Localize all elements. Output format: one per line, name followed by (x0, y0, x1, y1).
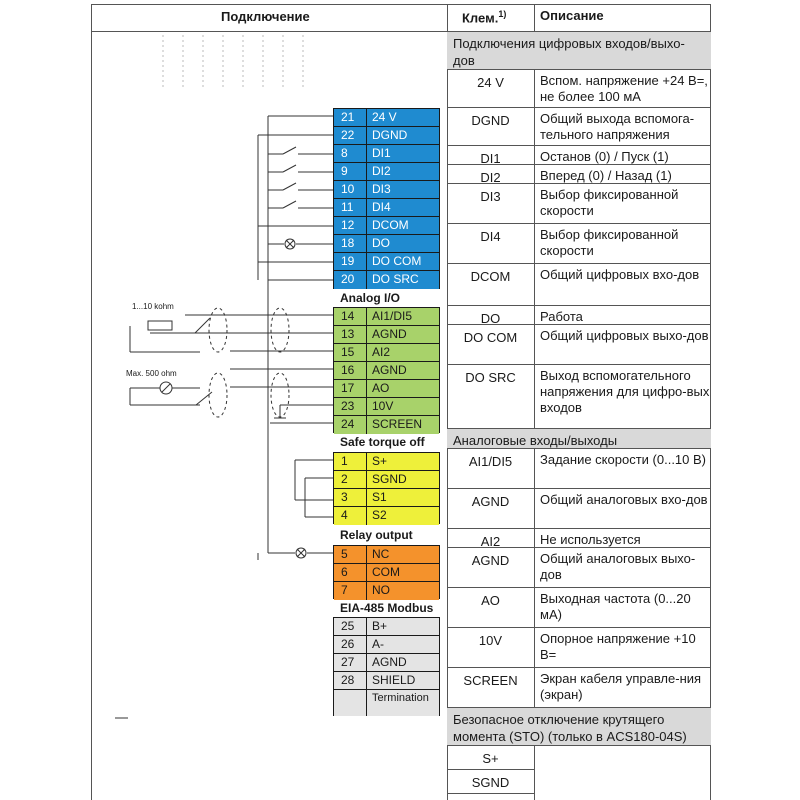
terminal-cell: SGND (447, 770, 534, 794)
terminal-cell: DI2 (447, 165, 534, 184)
terminal-name: AI2 (372, 345, 391, 359)
terminal-number: 21 (334, 109, 367, 126)
terminal-cell: AI2 (447, 529, 534, 548)
terminal-row (334, 546, 439, 564)
terminal-name: DI4 (372, 200, 391, 214)
terminal-row (334, 235, 439, 253)
terminal-cell: DO COM (447, 325, 534, 365)
terminal-row (334, 564, 439, 582)
terminal-cell: SCREEN (447, 668, 534, 708)
terminal-name: DGND (372, 128, 408, 142)
description-cell: Останов (0) / Пуск (1) (534, 146, 711, 165)
terminal-number: 26 (334, 636, 367, 653)
terminal-name: 10V (372, 399, 394, 413)
description-cell: Опорное напряжение +10 В= (534, 628, 711, 668)
column-divider-bottom (534, 746, 535, 800)
terminal-row (334, 344, 439, 362)
description-cell: Общий аналоговых выхо-дов (534, 548, 711, 588)
terminal-cell: DO SRC (447, 365, 534, 429)
terminal-row (334, 326, 439, 344)
terminal-number: 8 (334, 145, 367, 162)
terminal-number: 25 (334, 618, 367, 635)
terminal-name: DI3 (372, 182, 391, 196)
terminal-name: DO (372, 236, 390, 250)
terminal-row (334, 181, 439, 199)
terminal-number: 3 (334, 489, 367, 506)
digital-terminal-block (333, 108, 440, 289)
terminal-number: 24 (334, 416, 367, 434)
description-cell: Вперед (0) / Назад (1) (534, 165, 711, 184)
terminal-number: 13 (334, 326, 367, 343)
terminal-row (334, 654, 439, 672)
terminal-cell: AGND (447, 548, 534, 588)
relay-output-label: Relay output (340, 528, 413, 542)
terminal-number: 5 (334, 546, 367, 563)
modbus-terminal-block (333, 617, 440, 716)
description-cell: Не используется (534, 529, 711, 548)
terminal-cell: 24 V (447, 70, 534, 108)
terminal-cell: 10V (447, 628, 534, 668)
terminal-name: DO SRC (372, 272, 419, 286)
terminal-row (334, 618, 439, 636)
modbus-label: EIA-485 Modbus (340, 601, 434, 615)
terminal-name: Termination (372, 692, 429, 704)
terminal-row (334, 690, 439, 716)
analog-terminal-block (333, 307, 440, 433)
terminal-name: DI2 (372, 164, 391, 178)
section-heading-text: Безопасное отключение крутящего момента (STO) (только в ACS180-04S) (453, 712, 687, 744)
terminal-number: 27 (334, 654, 367, 671)
section-heading (447, 32, 711, 70)
terminal-name: DO COM (372, 254, 422, 268)
terminal-name: AO (372, 381, 390, 395)
terminal-row (334, 636, 439, 654)
terminal-number: 20 (334, 271, 367, 289)
terminal-name: AGND (372, 655, 407, 669)
terminal-cell: DCOM (447, 264, 534, 306)
description-cell: Задание скорости (0...10 В) (534, 449, 711, 489)
terminal-number (334, 690, 367, 716)
terminal-number: 14 (334, 308, 367, 325)
terminal-row (334, 127, 439, 145)
description-cell: Работа (534, 306, 711, 325)
terminal-cell: DI1 (447, 146, 534, 165)
terminal-number: 9 (334, 163, 367, 180)
section-heading-text: Подключения цифровых входов/выхо-дов (453, 36, 685, 68)
terminal-number: 23 (334, 398, 367, 415)
description-cell: Общий цифровых выхо-дов (534, 325, 711, 365)
meter-label: Max. 500 ohm (126, 369, 177, 378)
terminal-name: DI1 (372, 146, 391, 160)
description-cell: Выбор фиксированной скорости (534, 224, 711, 264)
relay-terminal-block (333, 545, 440, 599)
terminal-cell: DI3 (447, 184, 534, 224)
terminal-name: A- (372, 637, 384, 651)
terminal-row (334, 380, 439, 398)
terminal-number: 15 (334, 344, 367, 361)
terminal-row (334, 145, 439, 163)
potentiometer-label: 1...10 kohm (132, 302, 174, 311)
terminal-row (334, 489, 439, 507)
terminal-name: AGND (372, 363, 407, 377)
terminal-row (334, 253, 439, 271)
terminal-name: SCREEN (372, 417, 423, 431)
terminal-name: S1 (372, 490, 387, 504)
terminal-number: 1 (334, 453, 367, 470)
sto-label: Safe torque off (340, 435, 425, 449)
terminal-name: SHIELD (372, 673, 416, 687)
terminal-number: 7 (334, 582, 367, 600)
analog-io-label: Analog I/O (340, 291, 400, 305)
terminal-row (334, 672, 439, 690)
terminal-row (334, 308, 439, 326)
terminal-name: B+ (372, 619, 388, 633)
terminal-row (334, 271, 439, 289)
connection-header: Подключение (221, 9, 310, 24)
description-cell: Выходная частота (0...20 мА) (534, 588, 711, 628)
section-heading (447, 429, 711, 449)
terminal-cell: DO (447, 306, 534, 325)
description-cell: Общий цифровых вхо-дов (534, 264, 711, 306)
terminal-number: 19 (334, 253, 367, 270)
description-cell: Выход вспомогательного напряжения для цифро-вых входов (534, 365, 711, 429)
terminal-name: 24 V (372, 110, 397, 124)
terminal-row (334, 453, 439, 471)
description-cell: Общий выхода вспомога-тельного напряжения (534, 108, 711, 146)
terminal-number: 22 (334, 127, 367, 144)
terminal-row (334, 471, 439, 489)
terminal-number: 11 (334, 199, 367, 216)
terminal-name: AI1/DI5 (372, 309, 413, 323)
description-cell: Общий аналоговых вхо-дов (534, 489, 711, 529)
terminal-row (334, 109, 439, 127)
description-cell: Вспом. напряжение +24 В=, не более 100 мА (534, 70, 711, 108)
description-header: Описание (540, 8, 604, 23)
terminal-number: 18 (334, 235, 367, 252)
terminal-name: SGND (372, 472, 407, 486)
terminal-name: DCOM (372, 218, 409, 232)
terminal-number: 28 (334, 672, 367, 689)
terminal-row (334, 507, 439, 525)
terminal-name: S+ (372, 454, 388, 468)
terminal-cell: DI4 (447, 224, 534, 264)
terminal-number: 4 (334, 507, 367, 525)
terminal-number: 10 (334, 181, 367, 198)
terminal-row (334, 362, 439, 380)
description-cell: Выбор фиксированной скорости (534, 184, 711, 224)
section-heading-text: Аналоговые входы/выходы (453, 433, 618, 448)
terminal-name: NO (372, 583, 390, 597)
terminal-cell: DGND (447, 108, 534, 146)
description-cell: Экран кабеля управле-ния (экран) (534, 668, 711, 708)
terminal-name: NC (372, 547, 390, 561)
terminal-row (334, 398, 439, 416)
terminal-name: COM (372, 565, 400, 579)
terminal-header-footnote: 1) (498, 9, 507, 19)
terminal-row (334, 217, 439, 235)
terminal-row (334, 199, 439, 217)
terminal-number: 16 (334, 362, 367, 379)
terminal-name: S2 (372, 508, 387, 522)
terminal-row (334, 163, 439, 181)
terminal-row (334, 416, 439, 434)
terminal-cell: AI1/DI5 (447, 449, 534, 489)
terminal-cell: S+ (447, 746, 534, 770)
terminal-number: 12 (334, 217, 367, 234)
terminal-header-text: Клем. (462, 10, 499, 26)
terminal-cell: AO (447, 588, 534, 628)
terminal-name: AGND (372, 327, 407, 341)
terminal-row (334, 582, 439, 600)
section-heading (447, 708, 711, 746)
sto-terminal-block (333, 452, 440, 524)
terminal-cell: AGND (447, 489, 534, 529)
terminal-number: 17 (334, 380, 367, 397)
terminal-number: 6 (334, 564, 367, 581)
terminal-number: 2 (334, 471, 367, 488)
